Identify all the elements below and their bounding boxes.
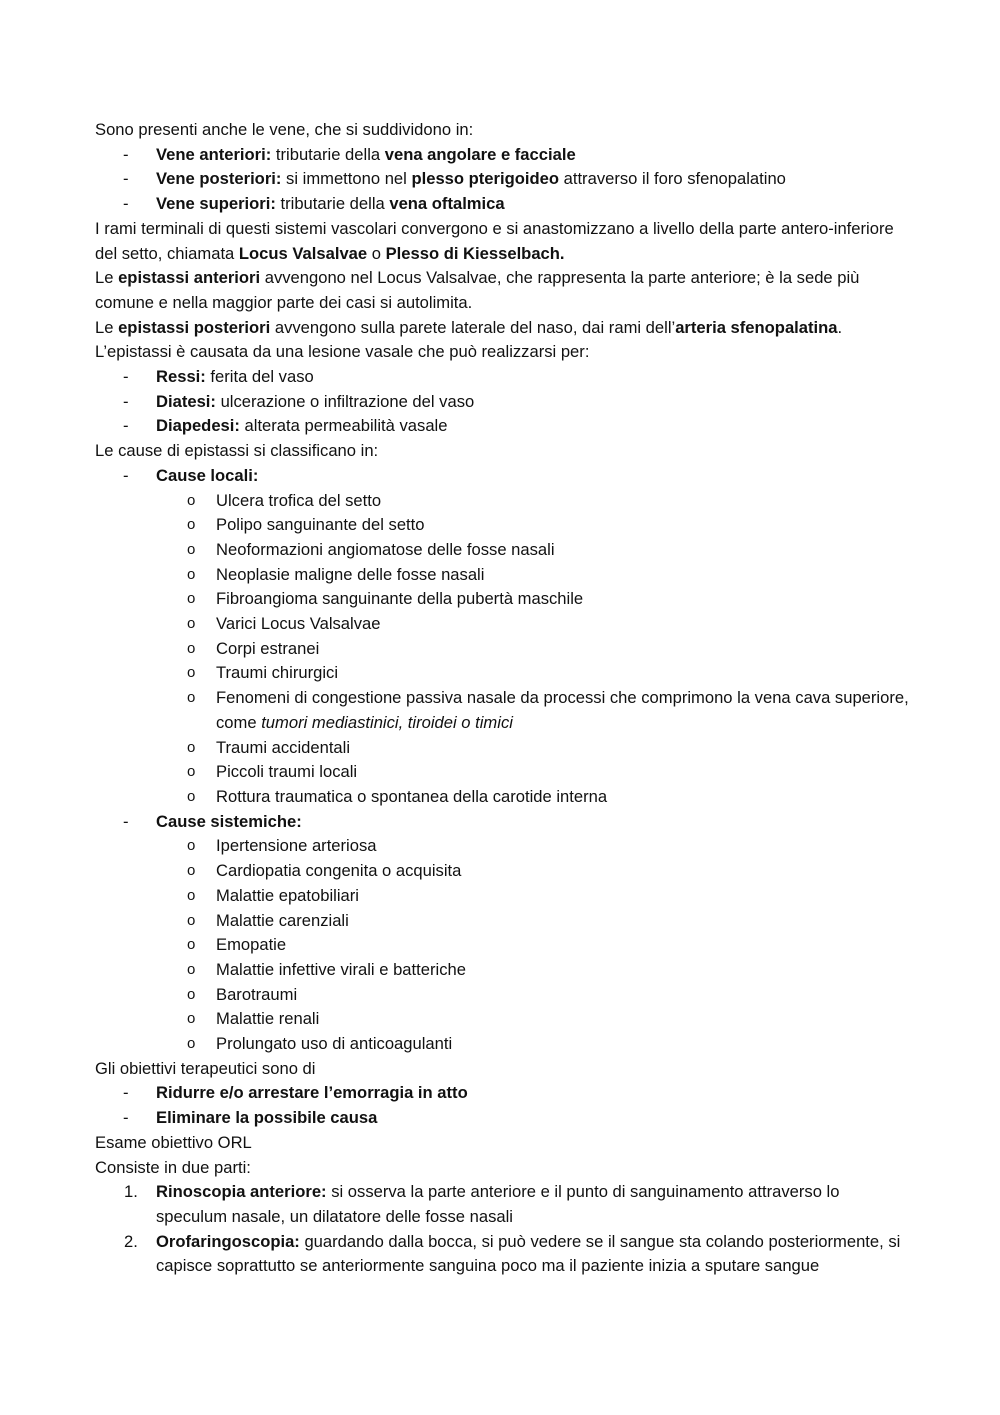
- cause-text: Fibroangioma sanguinante della pubertà maschile: [216, 589, 584, 609]
- text: attraverso il foro sfenopalatino: [559, 169, 786, 189]
- circle-marker: o: [187, 911, 196, 929]
- cause-text: Malattie carenziali: [216, 910, 349, 930]
- circle-marker: o: [187, 590, 196, 608]
- text: avvengono sulla parete laterale del naso, dai rami dell’: [270, 317, 676, 337]
- dash-marker: -: [123, 144, 129, 164]
- term: Plesso di Kiesselbach.: [385, 243, 565, 263]
- list-item: [95, 167, 910, 192]
- circle-marker: o: [187, 565, 196, 583]
- cause-text: Ipertensione arteriosa: [216, 836, 377, 856]
- local-causes-list: [95, 489, 910, 687]
- cause-text: Malattie infettive virali e batteriche: [216, 959, 466, 979]
- list-item: [95, 390, 910, 415]
- term: vena angolare e facciale: [384, 144, 576, 164]
- circle-marker: o: [187, 837, 196, 855]
- circle-marker: o: [187, 615, 196, 633]
- list-item: [95, 365, 910, 390]
- systemic-causes-list: [95, 834, 910, 1056]
- circle-marker: o: [187, 689, 196, 707]
- dash-marker: -: [123, 465, 129, 485]
- text: ulcerazione o infiltrazione del vaso: [215, 391, 475, 411]
- term: Vene superiori:: [156, 194, 276, 214]
- cause-text: Cardiopatia congenita o acquisita: [216, 861, 462, 881]
- cause-text: Malattie renali: [216, 1009, 320, 1029]
- circle-marker: o: [187, 664, 196, 682]
- list-item: [95, 489, 910, 514]
- section-label: Cause locali:: [156, 465, 259, 485]
- text: I rami terminali di questi sistemi vascolari convergono e si anastomizzano a livello della parte antero-inferiore del setto, chiamata: [95, 218, 894, 263]
- term: epistassi posteriori: [118, 317, 271, 337]
- circle-marker: o: [187, 639, 196, 657]
- circle-marker: o: [187, 491, 196, 509]
- document-page: [95, 118, 910, 1279]
- text: guardando dalla bocca, si può vedere se il sangue sta colando posteriormente, si capisce soprattutto se anteriormente sanguina poco ma il paziente inizia a sputare sangue: [156, 1231, 901, 1276]
- text: si osserva la parte anteriore e il punto di sanguinamento attraverso lo speculum nasale, un dilatatore delle fosse nasali: [156, 1182, 840, 1226]
- term: arteria sfenopalatina: [675, 317, 838, 337]
- term: vena oftalmica: [389, 194, 505, 214]
- term: Diatesi:: [156, 391, 216, 411]
- list-item: [95, 587, 910, 612]
- dash-marker: -: [123, 1083, 129, 1103]
- circle-marker: o: [187, 738, 196, 756]
- list-item: [95, 686, 910, 735]
- cause-text: Malattie epatobiliari: [216, 885, 359, 905]
- list-item: [95, 1007, 910, 1032]
- text: si immettono nel: [281, 169, 412, 189]
- dash-marker: -: [123, 1108, 129, 1128]
- list-item: [95, 513, 910, 538]
- goal-text: Eliminare la possibile causa: [156, 1108, 378, 1128]
- list-item: [95, 1106, 910, 1131]
- list-item: [95, 810, 910, 835]
- cause-text: Traumi accidentali: [216, 737, 351, 757]
- list-item: [95, 661, 910, 686]
- circle-marker: o: [187, 936, 196, 954]
- term: epistassi anteriori: [118, 268, 261, 288]
- dash-marker: -: [123, 811, 129, 831]
- circle-marker: o: [187, 516, 196, 534]
- circle-marker: o: [187, 1035, 196, 1053]
- paragraph-anterior: [95, 266, 910, 315]
- circle-marker: o: [187, 787, 196, 805]
- term: Orofaringoscopia:: [156, 1231, 300, 1251]
- numbered-item: [95, 1230, 910, 1279]
- list-item: [95, 464, 910, 489]
- circle-marker: o: [187, 960, 196, 978]
- circle-marker: o: [187, 1010, 196, 1028]
- numbered-item: [95, 1180, 910, 1229]
- list-item: [95, 958, 910, 983]
- dash-marker: -: [123, 194, 129, 214]
- list-item: [95, 884, 910, 909]
- paragraph-locus: [95, 217, 910, 266]
- cause-text: Barotraumi: [216, 984, 298, 1004]
- cause-text: Neoplasie maligne delle fosse nasali: [216, 564, 485, 584]
- cause-text: Emopatie: [216, 935, 287, 955]
- term: Vene anteriori:: [156, 144, 272, 164]
- list-item: [95, 538, 910, 563]
- dash-marker: -: [123, 367, 129, 387]
- dash-marker: -: [123, 169, 129, 189]
- cause-text: Prolungato uso di anticoagulanti: [216, 1034, 453, 1054]
- list-item: [95, 612, 910, 637]
- term: Rinoscopia anteriore:: [156, 1182, 327, 1202]
- list-item: [95, 637, 910, 662]
- circle-marker: o: [187, 985, 196, 1003]
- list-item: [95, 859, 910, 884]
- list-item: [95, 1081, 910, 1106]
- text: Le: [95, 268, 119, 288]
- term: Locus Valsalvae: [238, 243, 368, 263]
- circle-marker: o: [187, 862, 196, 880]
- text: tributarie della: [275, 194, 390, 214]
- term: Ressi:: [156, 367, 206, 387]
- veins-intro: Sono presenti anche le vene, che si suddividono in:: [95, 120, 474, 139]
- paragraph-posterior: [95, 316, 910, 341]
- circle-marker: o: [187, 886, 196, 904]
- text: tributarie della: [271, 144, 385, 164]
- section-label: Cause sistemiche:: [156, 811, 302, 831]
- list-item: [95, 736, 910, 761]
- cause-text: Neoformazioni angiomatose delle fosse nasali: [216, 539, 555, 559]
- list-item: [95, 785, 910, 810]
- goals-intro: Gli obiettivi terapeutici sono di: [95, 1058, 316, 1078]
- text: Fenomeni di congestione passiva nasale da processi che comprimono la vena cava superiore, come: [216, 688, 909, 732]
- exam-title: Esame obiettivo ORL: [95, 1132, 252, 1152]
- cause-text: Traumi chirurgici: [216, 663, 339, 683]
- list-item: [95, 414, 910, 439]
- cause-text: Polipo sanguinante del setto: [216, 515, 425, 535]
- text: .: [837, 317, 843, 337]
- italic-text: tumori mediastinici, tiroidei o timici: [261, 712, 513, 732]
- text: alterata permeabilità vasale: [239, 416, 448, 436]
- goal-text: Ridurre e/o arrestare l’emorragia in atto: [156, 1083, 468, 1103]
- term: plesso pterigoideo: [411, 169, 559, 189]
- cause-text: Corpi estranei: [216, 638, 320, 658]
- cause-text: Piccoli traumi locali: [216, 762, 358, 782]
- text: ferita del vaso: [205, 367, 314, 387]
- text: Le: [95, 317, 119, 337]
- list-item: [95, 834, 910, 859]
- list-item: [95, 933, 910, 958]
- local-causes-list: [95, 736, 910, 810]
- list-item: [95, 1032, 910, 1057]
- cause-text: Varici Locus Valsalvae: [216, 614, 381, 634]
- term: Diapedesi:: [156, 416, 240, 436]
- exam-intro: Consiste in due parti:: [95, 1157, 251, 1177]
- cause-text: Ulcera trofica del setto: [216, 490, 382, 510]
- list-item: [95, 760, 910, 785]
- circle-marker: o: [187, 540, 196, 558]
- dash-marker: -: [123, 391, 129, 411]
- number-marker: 2.: [124, 1231, 138, 1251]
- list-item: [95, 909, 910, 934]
- dash-marker: -: [123, 416, 129, 436]
- number-marker: 1.: [124, 1182, 138, 1202]
- causes-intro: Le cause di epistassi si classificano in:: [95, 441, 379, 461]
- term: Vene posteriori:: [156, 169, 282, 189]
- mechanisms-intro: L’epistassi è causata da una lesione vasale che può realizzarsi per:: [95, 342, 590, 362]
- list-item: [95, 192, 910, 217]
- circle-marker: o: [187, 763, 196, 781]
- text: o: [367, 243, 386, 263]
- list-item: [95, 983, 910, 1008]
- list-item: [95, 563, 910, 588]
- cause-text: Rottura traumatica o spontanea della carotide interna: [216, 786, 608, 806]
- text: avvengono nel Locus Valsalvae, che rappresenta la parte anteriore; è la sede più comune e nella maggior parte dei casi si autolimita.: [95, 268, 860, 312]
- list-item: [95, 143, 910, 168]
